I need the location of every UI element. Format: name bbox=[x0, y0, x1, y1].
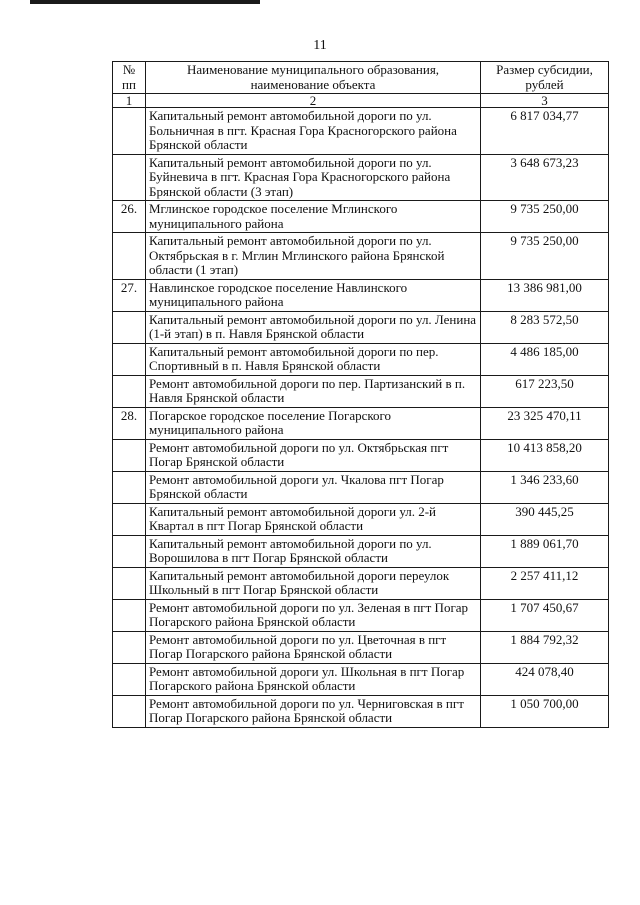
row-amount: 8 283 572,50 bbox=[481, 311, 609, 343]
index-cell: 1 bbox=[113, 94, 146, 108]
row-number bbox=[113, 439, 146, 471]
header-name: Наименование муниципального образования, наименование объекта bbox=[146, 62, 481, 94]
table-header-row bbox=[113, 62, 609, 94]
table-row bbox=[113, 663, 609, 695]
row-name: Ремонт автомобильной дороги по ул. Цветочная в пгт Погар Погарского района Брянской области bbox=[146, 631, 481, 663]
row-number: 28. bbox=[113, 407, 146, 439]
row-amount: 1 346 233,60 bbox=[481, 471, 609, 503]
table-row bbox=[113, 631, 609, 663]
table-row bbox=[113, 108, 609, 155]
row-amount: 10 413 858,20 bbox=[481, 439, 609, 471]
table-row bbox=[113, 311, 609, 343]
row-amount: 424 078,40 bbox=[481, 663, 609, 695]
row-number bbox=[113, 631, 146, 663]
table-row bbox=[113, 375, 609, 407]
row-name: Капитальный ремонт автомобильной дороги по пер. Спортивный в п. Навля Брянской области bbox=[146, 343, 481, 375]
table-row bbox=[113, 154, 609, 201]
table-row bbox=[113, 201, 609, 233]
row-name: Капитальный ремонт автомобильной дороги ул. 2-й Квартал в пгт Погар Брянской области bbox=[146, 503, 481, 535]
row-name: Ремонт автомобильной дороги ул. Школьная в пгт Погар Погарского района Брянской области bbox=[146, 663, 481, 695]
row-name: Капитальный ремонт автомобильной дороги по ул. Ленина (1-й этап) в п. Навля Брянской области bbox=[146, 311, 481, 343]
row-name: Ремонт автомобильной дороги по ул. Черниговская в пгт Погар Погарского района Брянской области bbox=[146, 695, 481, 727]
row-name: Ремонт автомобильной дороги по ул. Октябрьская пгт Погар Брянской области bbox=[146, 439, 481, 471]
header-amount: Размер субсидии, рублей bbox=[481, 62, 609, 94]
table-row bbox=[113, 233, 609, 280]
row-name: Ремонт автомобильной дороги по ул. Зеленая в пгт Погар Погарского района Брянской области bbox=[146, 599, 481, 631]
row-name: Мглинское городское поселение Мглинского муниципального района bbox=[146, 201, 481, 233]
subsidy-table bbox=[112, 61, 609, 728]
row-amount: 9 735 250,00 bbox=[481, 201, 609, 233]
row-number bbox=[113, 108, 146, 155]
row-amount: 1 884 792,32 bbox=[481, 631, 609, 663]
row-amount: 617 223,50 bbox=[481, 375, 609, 407]
table-row bbox=[113, 471, 609, 503]
row-name: Капитальный ремонт автомобильной дороги по ул. Буйневича в пгт. Красная Гора Красногорского района Брянской области (3 этап) bbox=[146, 154, 481, 201]
table-row bbox=[113, 599, 609, 631]
table-row bbox=[113, 695, 609, 727]
table-row bbox=[113, 407, 609, 439]
row-amount: 1 050 700,00 bbox=[481, 695, 609, 727]
row-number bbox=[113, 535, 146, 567]
scan-edge-mark bbox=[30, 0, 260, 4]
row-name: Капитальный ремонт автомобильной дороги по ул. Больничная в пгт. Красная Гора Красногорского района Брянской области bbox=[146, 108, 481, 155]
table-index-row bbox=[113, 94, 609, 108]
row-number: 26. bbox=[113, 201, 146, 233]
row-amount: 1 707 450,67 bbox=[481, 599, 609, 631]
row-number bbox=[113, 375, 146, 407]
row-amount: 390 445,25 bbox=[481, 503, 609, 535]
page-number: 11 bbox=[313, 38, 327, 53]
row-number bbox=[113, 154, 146, 201]
row-name: Погарское городское поселение Погарского муниципального района bbox=[146, 407, 481, 439]
table-row bbox=[113, 343, 609, 375]
header-number: № пп bbox=[113, 62, 146, 94]
row-name: Капитальный ремонт автомобильной дороги по ул. Октябрьская в г. Мглин Мглинского района Брянской области (1 этап) bbox=[146, 233, 481, 280]
row-amount: 9 735 250,00 bbox=[481, 233, 609, 280]
row-number bbox=[113, 233, 146, 280]
row-amount: 6 817 034,77 bbox=[481, 108, 609, 155]
row-amount: 1 889 061,70 bbox=[481, 535, 609, 567]
table-row bbox=[113, 567, 609, 599]
row-amount: 13 386 981,00 bbox=[481, 279, 609, 311]
row-name: Ремонт автомобильной дороги по пер. Партизанский в п. Навля Брянской области bbox=[146, 375, 481, 407]
row-amount: 4 486 185,00 bbox=[481, 343, 609, 375]
row-name: Капитальный ремонт автомобильной дороги по ул. Ворошилова в пгт Погар Брянской области bbox=[146, 535, 481, 567]
row-number bbox=[113, 343, 146, 375]
row-amount: 2 257 411,12 bbox=[481, 567, 609, 599]
row-name: Ремонт автомобильной дороги ул. Чкалова пгт Погар Брянской области bbox=[146, 471, 481, 503]
row-number bbox=[113, 471, 146, 503]
row-amount: 23 325 470,11 bbox=[481, 407, 609, 439]
table-row bbox=[113, 503, 609, 535]
row-number bbox=[113, 599, 146, 631]
row-amount: 3 648 673,23 bbox=[481, 154, 609, 201]
row-number bbox=[113, 695, 146, 727]
row-name: Капитальный ремонт автомобильной дороги переулок Школьный в пгт Погар Брянской области bbox=[146, 567, 481, 599]
row-number bbox=[113, 503, 146, 535]
table-row bbox=[113, 535, 609, 567]
table-row bbox=[113, 279, 609, 311]
row-number bbox=[113, 567, 146, 599]
table-row bbox=[113, 439, 609, 471]
row-number: 27. bbox=[113, 279, 146, 311]
index-cell: 3 bbox=[481, 94, 609, 108]
index-cell: 2 bbox=[146, 94, 481, 108]
row-name: Навлинское городское поселение Навлинского муниципального района bbox=[146, 279, 481, 311]
row-number bbox=[113, 311, 146, 343]
row-number bbox=[113, 663, 146, 695]
